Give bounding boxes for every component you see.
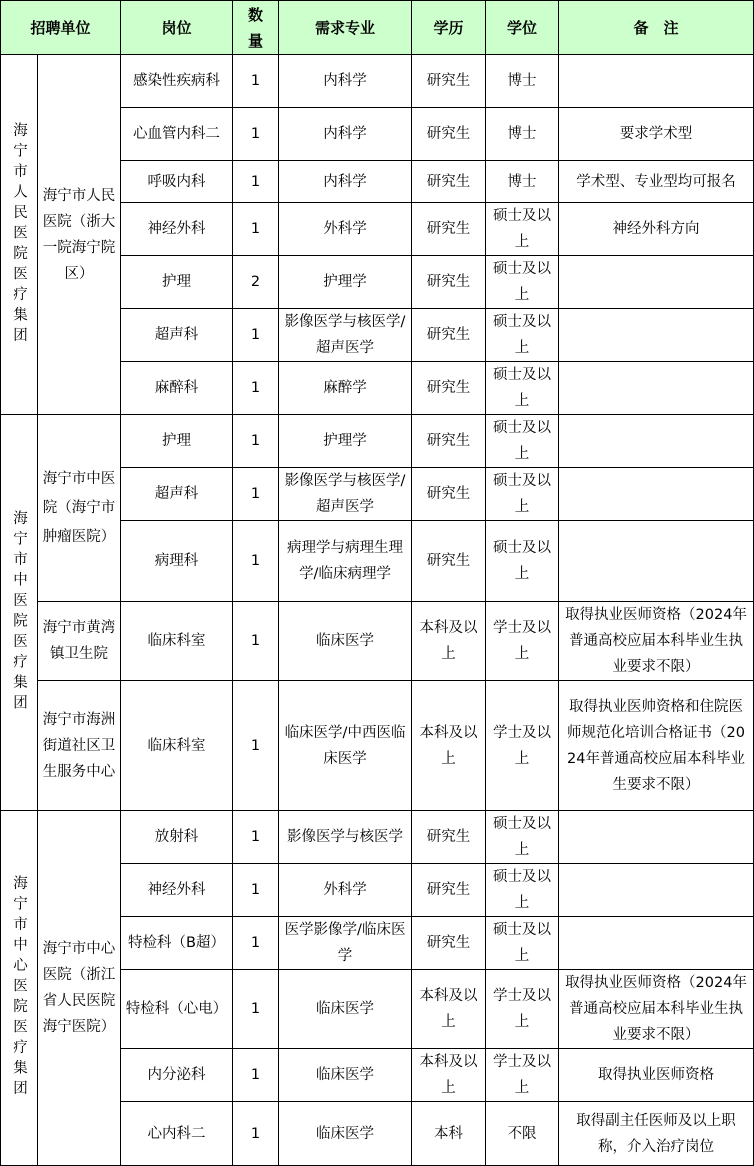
remarks-cell: 取得副主任医师及以上职称，介入治疗岗位 xyxy=(559,1102,754,1166)
position-cell: 特检科（B超） xyxy=(121,917,233,970)
remarks-cell xyxy=(559,362,754,415)
major-cell: 临床医学 xyxy=(279,970,412,1049)
count-cell: 1 xyxy=(233,203,279,256)
education-cell: 研究生 xyxy=(412,362,486,415)
count-cell: 1 xyxy=(233,108,279,161)
header-major: 需求专业 xyxy=(279,1,412,55)
degree-cell: 博士 xyxy=(486,161,559,203)
education-cell: 研究生 xyxy=(412,309,486,362)
unit-name: 海宁市海洲街道社区卫生服务中心 xyxy=(38,681,121,811)
table-row xyxy=(1,811,754,864)
education-cell: 研究生 xyxy=(412,55,486,108)
degree-cell: 学士及以上 xyxy=(486,681,559,811)
table-row xyxy=(1,55,754,108)
education-cell: 本科及以上 xyxy=(412,970,486,1049)
major-cell: 外科学 xyxy=(279,864,412,917)
degree-cell: 不限 xyxy=(486,1102,559,1166)
major-cell: 临床医学 xyxy=(279,1049,412,1102)
remarks-cell: 神经外科方向 xyxy=(559,203,754,256)
remarks-cell xyxy=(559,415,754,468)
count-cell: 1 xyxy=(233,1102,279,1166)
position-cell: 病理科 xyxy=(121,521,233,602)
major-cell: 内科学 xyxy=(279,161,412,203)
major-cell: 临床医学 xyxy=(279,1102,412,1166)
count-cell: 1 xyxy=(233,468,279,521)
major-cell: 麻醉学 xyxy=(279,362,412,415)
education-cell: 研究生 xyxy=(412,108,486,161)
degree-cell: 学士及以上 xyxy=(486,1049,559,1102)
position-cell: 呼吸内科 xyxy=(121,161,233,203)
header-unit: 招聘单位 xyxy=(1,1,121,55)
remarks-cell xyxy=(559,55,754,108)
degree-cell: 硕士及以上 xyxy=(486,256,559,309)
unit-name: 海宁市中医院（海宁市肿瘤医院） xyxy=(38,415,121,602)
table-row xyxy=(1,415,754,468)
count-cell: 1 xyxy=(233,602,279,681)
major-cell: 内科学 xyxy=(279,55,412,108)
remarks-cell: 取得执业医师资格（2024年普通高校应届本科毕业生执业要求不限） xyxy=(559,602,754,681)
remarks-cell xyxy=(559,864,754,917)
degree-cell: 学士及以上 xyxy=(486,602,559,681)
count-cell: 1 xyxy=(233,415,279,468)
position-cell: 护理 xyxy=(121,256,233,309)
education-cell: 研究生 xyxy=(412,811,486,864)
count-cell: 1 xyxy=(233,681,279,811)
position-cell: 超声科 xyxy=(121,468,233,521)
count-cell: 1 xyxy=(233,811,279,864)
position-cell: 临床科室 xyxy=(121,681,233,811)
education-cell: 研究生 xyxy=(412,917,486,970)
degree-cell: 硕士及以上 xyxy=(486,917,559,970)
remarks-cell xyxy=(559,917,754,970)
education-cell: 研究生 xyxy=(412,864,486,917)
education-cell: 本科及以上 xyxy=(412,1049,486,1102)
education-cell: 本科 xyxy=(412,1102,486,1166)
major-cell: 护理学 xyxy=(279,256,412,309)
count-cell: 1 xyxy=(233,521,279,602)
header-degree: 学位 xyxy=(486,1,559,55)
count-cell: 2 xyxy=(233,256,279,309)
header-education: 学历 xyxy=(412,1,486,55)
major-cell: 临床医学/中西医临床医学 xyxy=(279,681,412,811)
group-name: 海宁市中医院医疗集团 xyxy=(1,415,38,811)
remarks-cell xyxy=(559,256,754,309)
major-cell: 影像医学与核医学/超声医学 xyxy=(279,309,412,362)
position-cell: 超声科 xyxy=(121,309,233,362)
table-row xyxy=(1,602,754,681)
position-cell: 临床科室 xyxy=(121,602,233,681)
unit-name: 海宁市人民医院（浙大一院海宁院区） xyxy=(38,55,121,415)
remarks-cell: 取得执业医师资格 xyxy=(559,1049,754,1102)
position-cell: 神经外科 xyxy=(121,864,233,917)
degree-cell: 博士 xyxy=(486,108,559,161)
education-cell: 研究生 xyxy=(412,415,486,468)
degree-cell: 硕士及以上 xyxy=(486,521,559,602)
remarks-cell: 取得执业医帅资格和住院医师规范化培训合格证书（2024年普通高校应届本科毕业生要求不限） xyxy=(559,681,754,811)
degree-cell: 学士及以上 xyxy=(486,970,559,1049)
remarks-cell: 要求学术型 xyxy=(559,108,754,161)
position-cell: 心血管内科二 xyxy=(121,108,233,161)
header-count: 数量 xyxy=(233,1,279,55)
unit-name: 海宁市中心医院（浙江省人民医院海宁医院） xyxy=(38,811,121,1166)
header-position: 岗位 xyxy=(121,1,233,55)
major-cell: 影像医学与核医学/超声医学 xyxy=(279,468,412,521)
remarks-cell xyxy=(559,521,754,602)
group-name: 海宁市人民医院医疗集团 xyxy=(1,55,38,415)
position-cell: 心内科二 xyxy=(121,1102,233,1166)
remarks-cell: 取得执业医师资格（2024年普通高校应届本科毕业生执业要求不限） xyxy=(559,970,754,1049)
position-cell: 放射科 xyxy=(121,811,233,864)
major-cell: 护理学 xyxy=(279,415,412,468)
degree-cell: 硕士及以上 xyxy=(486,468,559,521)
header-remarks: 备 注 xyxy=(559,1,754,55)
position-cell: 麻醉科 xyxy=(121,362,233,415)
education-cell: 研究生 xyxy=(412,161,486,203)
count-cell: 1 xyxy=(233,161,279,203)
position-cell: 神经外科 xyxy=(121,203,233,256)
major-cell: 临床医学 xyxy=(279,602,412,681)
degree-cell: 硕士及以上 xyxy=(486,811,559,864)
major-cell: 病理学与病理生理学/临床病理学 xyxy=(279,521,412,602)
position-cell: 感染性疾病科 xyxy=(121,55,233,108)
count-cell: 1 xyxy=(233,1049,279,1102)
remarks-cell xyxy=(559,468,754,521)
unit-name: 海宁市黄湾镇卫生院 xyxy=(38,602,121,681)
education-cell: 研究生 xyxy=(412,521,486,602)
position-cell: 护理 xyxy=(121,415,233,468)
remarks-cell xyxy=(559,309,754,362)
count-cell: 1 xyxy=(233,917,279,970)
remarks-cell xyxy=(559,811,754,864)
degree-cell: 硕士及以上 xyxy=(486,362,559,415)
group-name: 海宁市中心医院医疗集团 xyxy=(1,811,38,1166)
position-cell: 内分泌科 xyxy=(121,1049,233,1102)
count-cell: 1 xyxy=(233,864,279,917)
major-cell: 内科学 xyxy=(279,108,412,161)
major-cell: 外科学 xyxy=(279,203,412,256)
position-cell: 特检科（心电） xyxy=(121,970,233,1049)
education-cell: 研究生 xyxy=(412,203,486,256)
education-cell: 本科及以上 xyxy=(412,602,486,681)
remarks-cell: 学术型、专业型均可报名 xyxy=(559,161,754,203)
degree-cell: 硕士及以上 xyxy=(486,864,559,917)
education-cell: 研究生 xyxy=(412,256,486,309)
major-cell: 医学影像学/临床医学 xyxy=(279,917,412,970)
table-row xyxy=(1,681,754,811)
degree-cell: 硕士及以上 xyxy=(486,415,559,468)
education-cell: 研究生 xyxy=(412,468,486,521)
major-cell: 影像医学与核医学 xyxy=(279,811,412,864)
header-row xyxy=(1,1,754,55)
degree-cell: 硕士及以上 xyxy=(486,203,559,256)
count-cell: 1 xyxy=(233,362,279,415)
count-cell: 1 xyxy=(233,55,279,108)
degree-cell: 硕士及以上 xyxy=(486,309,559,362)
count-cell: 1 xyxy=(233,309,279,362)
count-cell: 1 xyxy=(233,970,279,1049)
degree-cell: 博士 xyxy=(486,55,559,108)
education-cell: 本科及以上 xyxy=(412,681,486,811)
